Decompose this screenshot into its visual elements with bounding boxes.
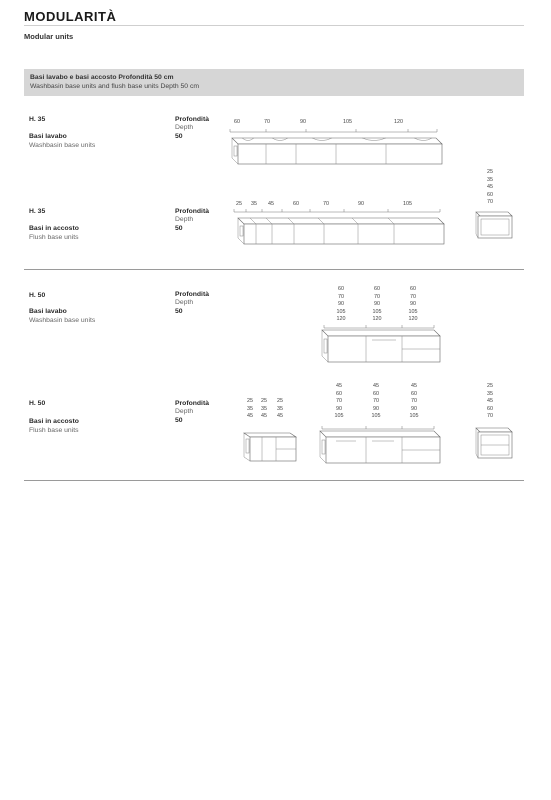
width-label: 105 bbox=[403, 201, 412, 207]
size-item: 90 bbox=[374, 301, 380, 308]
width-label: 70 bbox=[323, 201, 329, 207]
width-label: 60 bbox=[293, 201, 299, 207]
size-item: 60 bbox=[373, 390, 379, 397]
size-item: 90 bbox=[336, 405, 342, 412]
size-item: 60 bbox=[410, 286, 416, 292]
section-4-depth-label-it: Profondità bbox=[175, 400, 209, 407]
size-item: 25 bbox=[247, 398, 253, 404]
size-item: 25 bbox=[277, 398, 283, 404]
section-2-name-en: Flush base units bbox=[29, 234, 79, 241]
side-size-item: 60 bbox=[487, 405, 493, 412]
side-size-item: 35 bbox=[487, 390, 493, 397]
size-item: 35 bbox=[261, 405, 267, 412]
side-size-item: 45 bbox=[487, 398, 493, 405]
size-item: 90 bbox=[373, 405, 379, 412]
title-divider bbox=[24, 25, 524, 26]
side-size-item: 45 bbox=[487, 184, 493, 191]
side-size-item: 60 bbox=[487, 191, 493, 198]
side-size-list bbox=[482, 383, 498, 421]
size-stack bbox=[368, 383, 384, 421]
size-item: 105 bbox=[336, 308, 346, 315]
size-item: 105 bbox=[372, 308, 382, 315]
section-2-depth-value: 50 bbox=[175, 225, 183, 232]
banner-title-en: Washbasin base units and flush base units Depth 50 cm bbox=[30, 83, 200, 90]
size-item: 35 bbox=[277, 405, 283, 412]
section-3-depth-label-en: Depth bbox=[175, 299, 194, 306]
size-item: 70 bbox=[410, 293, 416, 300]
open-unit-drawing bbox=[474, 208, 516, 242]
washbasin-h50-drawing bbox=[316, 322, 444, 366]
size-item: 105 bbox=[371, 413, 381, 420]
section-4-height: H. 50 bbox=[29, 400, 46, 407]
section-1-depth-value: 50 bbox=[175, 133, 183, 140]
open-unit-tall-drawing bbox=[474, 424, 516, 462]
size-item: 120 bbox=[372, 316, 382, 323]
section-3-height: H. 50 bbox=[29, 292, 46, 299]
section-banner bbox=[24, 69, 524, 96]
size-item: 60 bbox=[411, 390, 417, 397]
size-item: 105 bbox=[409, 413, 419, 420]
size-item: 90 bbox=[411, 405, 417, 412]
flush-h50-small-drawing bbox=[240, 429, 300, 465]
section-2-depth-label-en: Depth bbox=[175, 216, 194, 223]
size-item: 45 bbox=[336, 383, 342, 389]
size-item: 105 bbox=[334, 413, 344, 420]
section-1-height: H. 35 bbox=[29, 116, 46, 123]
width-label: 60 bbox=[234, 119, 240, 125]
side-size-item: 70 bbox=[487, 199, 493, 206]
size-item: 35 bbox=[247, 405, 253, 412]
size-item: 70 bbox=[411, 398, 417, 405]
section-3-depth-label-it: Profondità bbox=[175, 291, 209, 298]
section-divider bbox=[24, 269, 524, 270]
size-item: 90 bbox=[338, 301, 344, 308]
section-divider bbox=[24, 480, 524, 481]
width-label: 105 bbox=[343, 119, 352, 125]
flush-h35-drawing bbox=[228, 206, 446, 248]
section-4-name-it: Basi in accosto bbox=[29, 418, 79, 425]
section-1-name-it: Basi lavabo bbox=[29, 133, 67, 140]
section-2-name-it: Basi in accosto bbox=[29, 225, 79, 232]
section-4-depth-label-en: Depth bbox=[175, 408, 194, 415]
size-stack bbox=[333, 286, 349, 324]
size-item: 70 bbox=[374, 293, 380, 300]
washbasin-h35-drawing bbox=[220, 126, 445, 168]
size-stack bbox=[406, 383, 422, 421]
width-label: 90 bbox=[300, 119, 306, 125]
banner-title-it: Basi lavabo e basi accosto Profondità 50 cm bbox=[30, 74, 174, 81]
side-size-item: 70 bbox=[487, 413, 493, 420]
size-item: 120 bbox=[408, 316, 418, 323]
size-item: 60 bbox=[374, 286, 380, 292]
section-3-name-it: Basi lavabo bbox=[29, 308, 67, 315]
size-item: 45 bbox=[411, 383, 417, 389]
section-1-depth-label-en: Depth bbox=[175, 124, 194, 131]
size-item: 90 bbox=[410, 301, 416, 308]
width-label: 45 bbox=[268, 201, 274, 207]
size-item: 45 bbox=[373, 383, 379, 389]
side-size-item: 25 bbox=[487, 169, 493, 175]
size-item: 60 bbox=[336, 390, 342, 397]
side-size-item: 35 bbox=[487, 176, 493, 183]
section-1-name-en: Washbasin base units bbox=[29, 142, 96, 149]
section-3-depth-value: 50 bbox=[175, 308, 183, 315]
size-item: 70 bbox=[373, 398, 379, 405]
size-item: 25 bbox=[261, 398, 267, 404]
page-title: MODULARITÀ bbox=[24, 9, 117, 24]
section-3-name-en: Washbasin base units bbox=[29, 317, 96, 324]
page-subtitle: Modular units bbox=[24, 32, 74, 41]
size-item: 120 bbox=[336, 316, 346, 323]
width-label: 35 bbox=[251, 201, 257, 207]
section-2-height: H. 35 bbox=[29, 208, 46, 215]
size-item: 60 bbox=[338, 286, 344, 292]
flush-h50-drawing bbox=[314, 423, 444, 467]
width-label: 120 bbox=[394, 119, 403, 125]
section-1-depth-label-it: Profondità bbox=[175, 116, 209, 123]
size-stack bbox=[405, 286, 421, 324]
size-item: 105 bbox=[408, 308, 418, 315]
side-size-item: 25 bbox=[487, 383, 493, 389]
size-item: 45 bbox=[261, 413, 267, 420]
size-item: 70 bbox=[336, 398, 342, 405]
width-label: 90 bbox=[358, 201, 364, 207]
size-stack bbox=[369, 286, 385, 324]
section-4-name-en: Flush base units bbox=[29, 427, 79, 434]
section-2-depth-label-it: Profondità bbox=[175, 208, 209, 215]
small-size-stack bbox=[272, 398, 288, 421]
side-size-list bbox=[482, 169, 498, 207]
width-label: 25 bbox=[236, 201, 242, 207]
section-4-depth-value: 50 bbox=[175, 417, 183, 424]
size-item: 70 bbox=[338, 293, 344, 300]
size-stack bbox=[331, 383, 347, 421]
width-label: 70 bbox=[264, 119, 270, 125]
size-item: 45 bbox=[247, 413, 253, 420]
small-size-stack bbox=[256, 398, 272, 421]
size-item: 45 bbox=[277, 413, 283, 420]
